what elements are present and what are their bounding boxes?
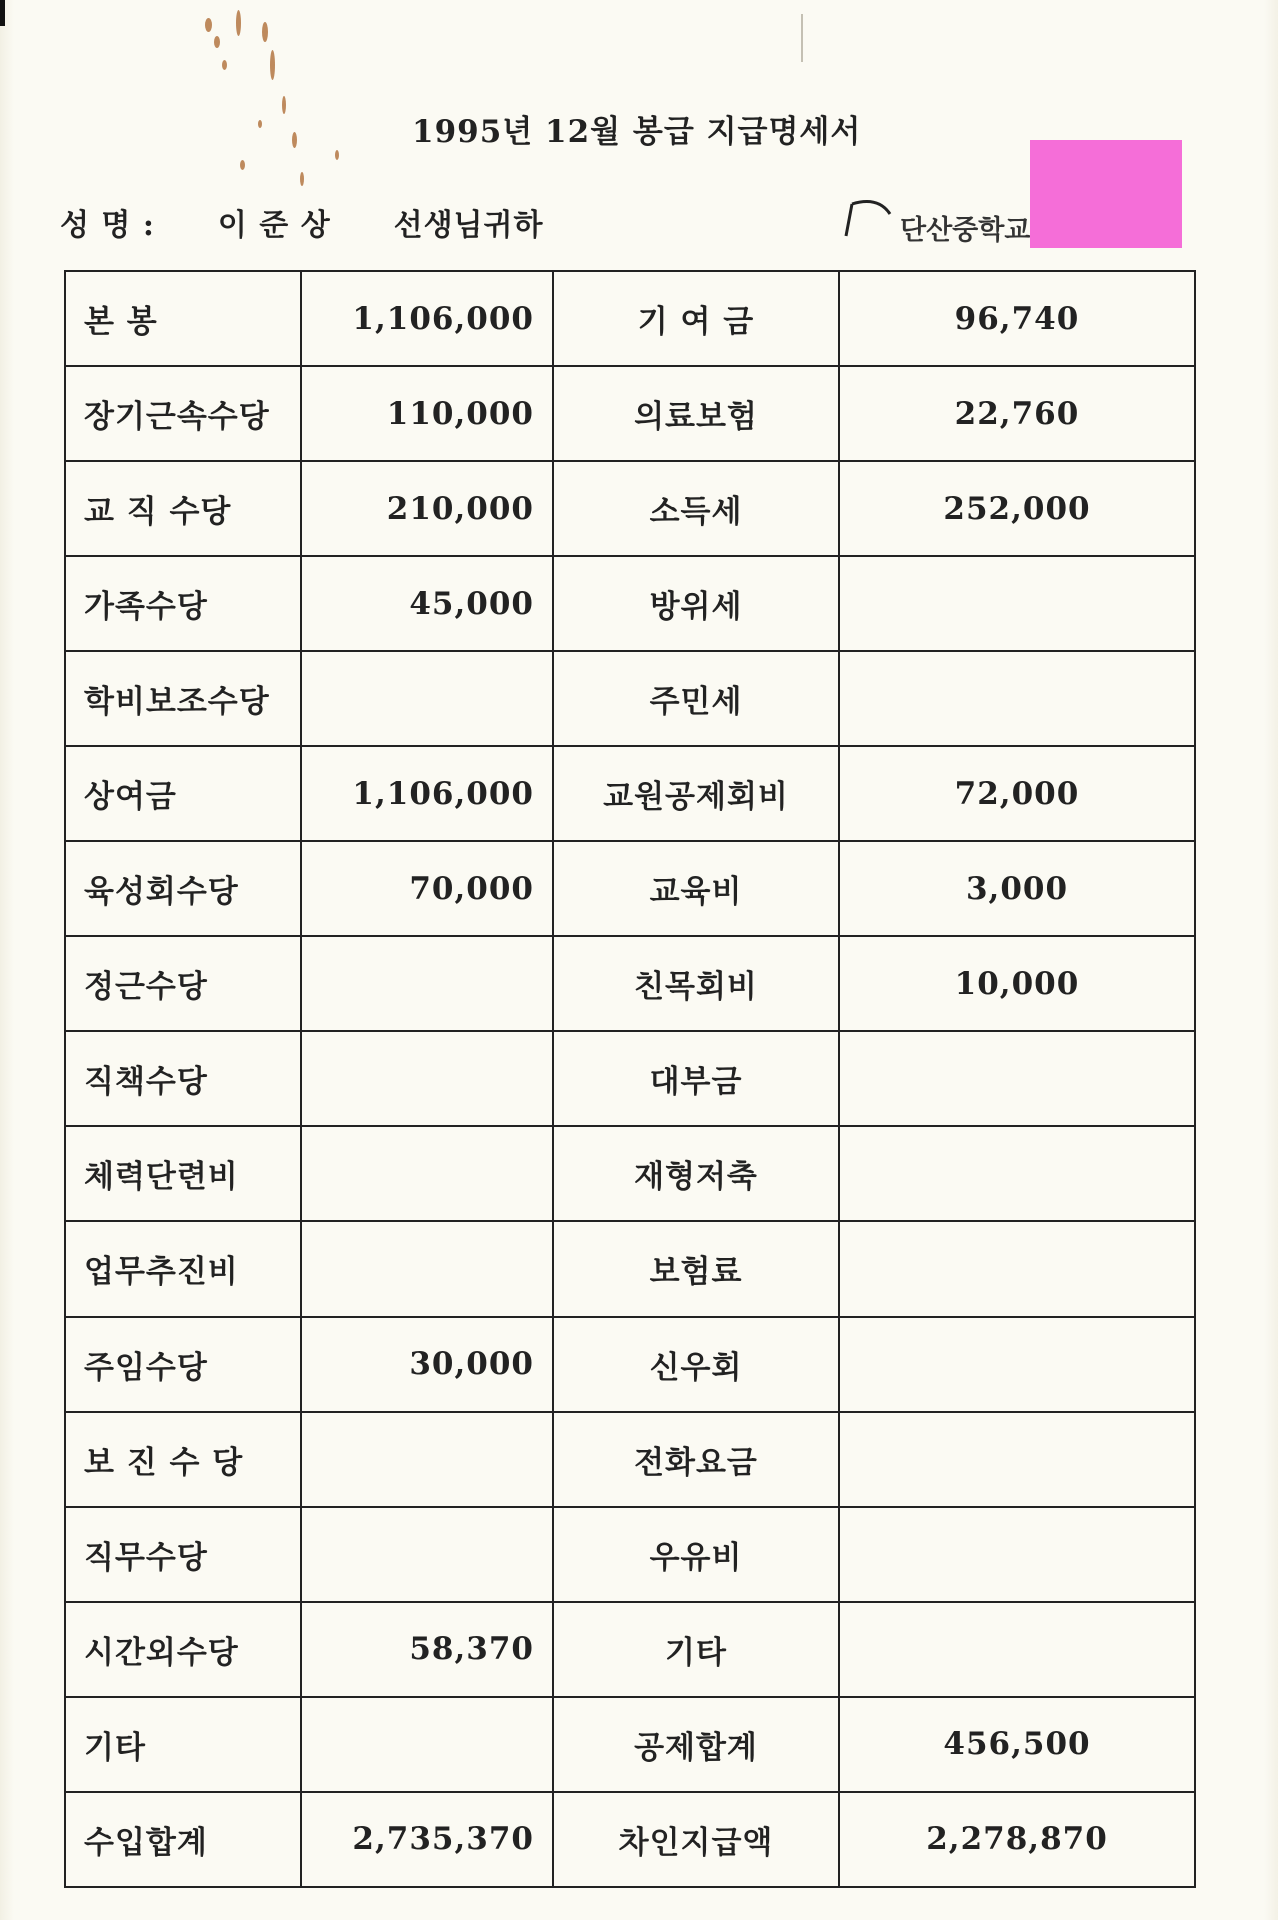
deduction-label: 공제합계 bbox=[553, 1697, 839, 1792]
earning-label: 시간외수당 bbox=[65, 1602, 301, 1697]
earning-label: 가족수당 bbox=[65, 556, 301, 651]
deduction-label: 대부금 bbox=[553, 1031, 839, 1126]
deduction-label: 방위세 bbox=[553, 556, 839, 651]
earning-label: 교 직 수당 bbox=[65, 461, 301, 556]
handwritten-stroke bbox=[838, 196, 898, 238]
earning-amount: 58,370 bbox=[301, 1602, 553, 1697]
earning-label: 본 봉 bbox=[65, 271, 301, 366]
fold-crease bbox=[801, 14, 803, 62]
deduction-label: 보험료 bbox=[553, 1221, 839, 1316]
deduction-label: 친목회비 bbox=[553, 936, 839, 1031]
deduction-label: 기 여 금 bbox=[553, 271, 839, 366]
corner-mark bbox=[0, 0, 5, 26]
deduction-amount: 252,000 bbox=[839, 461, 1195, 556]
table-row bbox=[65, 271, 1195, 366]
deduction-amount: 10,000 bbox=[839, 936, 1195, 1031]
table-row bbox=[65, 1792, 1195, 1887]
deduction-amount: 2,278,870 bbox=[839, 1792, 1195, 1887]
earning-label: 장기근속수당 bbox=[65, 366, 301, 461]
deduction-amount: 456,500 bbox=[839, 1697, 1195, 1792]
table-row bbox=[65, 1602, 1195, 1697]
earning-amount: 30,000 bbox=[301, 1317, 553, 1412]
earning-amount bbox=[301, 1412, 553, 1507]
deduction-amount bbox=[839, 1507, 1195, 1602]
table-row bbox=[65, 746, 1195, 841]
document-title: 1995년 12월 봉급 지급명세서 bbox=[412, 114, 862, 150]
earning-label: 정근수당 bbox=[65, 936, 301, 1031]
deduction-label: 기타 bbox=[553, 1602, 839, 1697]
earning-amount: 1,106,000 bbox=[301, 271, 553, 366]
earning-label: 상여금 bbox=[65, 746, 301, 841]
deduction-amount: 96,740 bbox=[839, 271, 1195, 366]
deduction-label: 교원공제회비 bbox=[553, 746, 839, 841]
table-row bbox=[65, 841, 1195, 936]
deduction-label: 우유비 bbox=[553, 1507, 839, 1602]
earning-amount: 1,106,000 bbox=[301, 746, 553, 841]
earning-amount: 210,000 bbox=[301, 461, 553, 556]
table-row bbox=[65, 1507, 1195, 1602]
earning-amount bbox=[301, 1031, 553, 1126]
earning-amount: 45,000 bbox=[301, 556, 553, 651]
table-row bbox=[65, 936, 1195, 1031]
table-row bbox=[65, 1126, 1195, 1221]
deduction-label: 전화요금 bbox=[553, 1412, 839, 1507]
earning-amount: 110,000 bbox=[301, 366, 553, 461]
table-row bbox=[65, 1221, 1195, 1316]
earning-label: 학비보조수당 bbox=[65, 651, 301, 746]
deduction-label: 교육비 bbox=[553, 841, 839, 936]
earning-label: 체력단련비 bbox=[65, 1126, 301, 1221]
deduction-label: 의료보험 bbox=[553, 366, 839, 461]
earning-label: 주임수당 bbox=[65, 1317, 301, 1412]
table-row bbox=[65, 651, 1195, 746]
table-row bbox=[65, 1317, 1195, 1412]
deduction-amount bbox=[839, 1031, 1195, 1126]
recipient-honorific: 선생님귀하 bbox=[393, 208, 544, 243]
table-row bbox=[65, 1412, 1195, 1507]
deduction-amount bbox=[839, 1412, 1195, 1507]
deduction-label: 주민세 bbox=[553, 651, 839, 746]
earning-amount: 2,735,370 bbox=[301, 1792, 553, 1887]
school-name: 단산중학교 bbox=[900, 215, 1031, 246]
deduction-label: 소득세 bbox=[553, 461, 839, 556]
earning-label: 직무수당 bbox=[65, 1507, 301, 1602]
deduction-amount bbox=[839, 1317, 1195, 1412]
table-row bbox=[65, 1697, 1195, 1792]
earning-amount bbox=[301, 1126, 553, 1221]
deduction-label: 재형저축 bbox=[553, 1126, 839, 1221]
earning-amount: 70,000 bbox=[301, 841, 553, 936]
recipient-label: 성 명 : bbox=[60, 208, 155, 243]
recipient-name: 이 준 상 bbox=[217, 208, 331, 243]
salary-table-body bbox=[65, 271, 1195, 1887]
deduction-amount: 22,760 bbox=[839, 366, 1195, 461]
earning-label: 수입합계 bbox=[65, 1792, 301, 1887]
earning-amount bbox=[301, 936, 553, 1031]
deduction-label: 차인지급액 bbox=[553, 1792, 839, 1887]
deduction-amount bbox=[839, 556, 1195, 651]
deduction-amount: 72,000 bbox=[839, 746, 1195, 841]
earning-label: 육성회수당 bbox=[65, 841, 301, 936]
deduction-amount bbox=[839, 1602, 1195, 1697]
table-row bbox=[65, 366, 1195, 461]
earning-label: 기타 bbox=[65, 1697, 301, 1792]
deduction-label: 신우회 bbox=[553, 1317, 839, 1412]
earning-label: 직책수당 bbox=[65, 1031, 301, 1126]
deduction-amount bbox=[839, 1221, 1195, 1316]
earning-amount bbox=[301, 1221, 553, 1316]
deduction-amount bbox=[839, 1126, 1195, 1221]
redaction-sticker bbox=[1030, 140, 1182, 248]
table-row bbox=[65, 1031, 1195, 1126]
deduction-amount bbox=[839, 651, 1195, 746]
earning-amount bbox=[301, 651, 553, 746]
table-row bbox=[65, 461, 1195, 556]
table-row bbox=[65, 556, 1195, 651]
earning-label: 보 진 수 당 bbox=[65, 1412, 301, 1507]
salary-table bbox=[64, 270, 1196, 1888]
deduction-amount: 3,000 bbox=[839, 841, 1195, 936]
earning-amount bbox=[301, 1507, 553, 1602]
earning-amount bbox=[301, 1697, 553, 1792]
earning-label: 업무추진비 bbox=[65, 1221, 301, 1316]
recipient-line bbox=[60, 200, 544, 244]
